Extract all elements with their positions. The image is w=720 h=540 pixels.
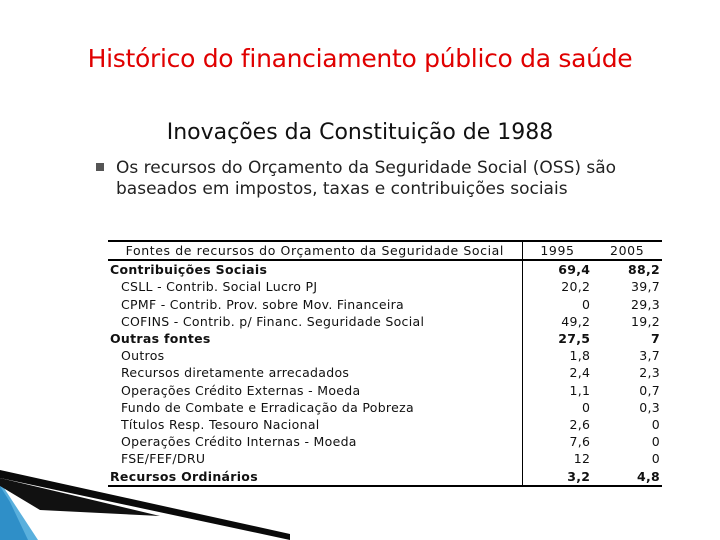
value-1995: 49,2 — [522, 313, 592, 330]
value-1995: 69,4 — [522, 260, 592, 278]
value-2005: 0,3 — [639, 399, 660, 415]
row-label: Fundo de Combate e Erradicação da Pobreza — [121, 399, 414, 415]
value-2005: 88,2 — [627, 262, 660, 278]
table-row — [108, 382, 662, 399]
row-label: CSLL - Contrib. Social Lucro PJ — [121, 279, 318, 295]
row-label: Operações Crédito Internas - Moeda — [121, 434, 357, 450]
value-1995: 27,5 — [522, 330, 592, 347]
row-label: Operações Crédito Externas - Moeda — [121, 382, 361, 398]
table-row — [108, 278, 662, 295]
value-2005: 3,7 — [639, 348, 660, 364]
value-1995: 20,2 — [522, 278, 592, 295]
value-2005: 29,3 — [630, 296, 660, 312]
value-2005: 4,8 — [592, 467, 662, 485]
table-row — [108, 313, 662, 330]
table-row — [108, 399, 662, 416]
value-1995: 2,4 — [522, 364, 592, 381]
value-1995: 7,6 — [522, 433, 592, 450]
header-1995: 1995 — [522, 241, 592, 260]
value-1995: 1,8 — [522, 347, 592, 364]
value-2005: 0 — [651, 451, 660, 467]
row-label: Recursos diretamente arrecadados — [121, 365, 350, 381]
table-row — [108, 330, 662, 347]
value-1995: 2,6 — [522, 416, 592, 433]
table-row — [108, 260, 662, 278]
value-1995: 1,1 — [522, 382, 592, 399]
table-row — [108, 347, 662, 364]
row-label: Recursos Ordinários — [108, 467, 522, 485]
table-header-row — [108, 241, 662, 260]
row-label: CPMF - Contrib. Prov. sobre Mov. Financeira — [121, 296, 405, 312]
row-label: Outras fontes — [110, 331, 211, 347]
value-2005: 7 — [651, 331, 660, 347]
table-row — [108, 296, 662, 313]
row-label: FSE/FEF/DRU — [121, 451, 206, 467]
row-label: Títulos Resp. Tesouro Nacional — [121, 416, 320, 432]
value-2005: 19,2 — [630, 313, 660, 329]
square-bullet-icon — [96, 163, 104, 171]
value-2005: 39,7 — [630, 279, 660, 295]
value-2005: 0,7 — [639, 382, 660, 398]
swoosh-dark-lower — [0, 478, 160, 516]
slide-title: Histórico do financiamento público da saúde — [87, 44, 633, 73]
decorative-swoosh — [0, 430, 290, 540]
value-2005: 0 — [651, 434, 660, 450]
value-1995: 0 — [522, 296, 592, 313]
row-label: Contribuições Sociais — [110, 262, 268, 278]
value-1995: 0 — [522, 399, 592, 416]
row-label: COFINS - Contrib. p/ Financ. Seguridade Social — [121, 313, 425, 329]
table-row — [108, 364, 662, 381]
value-2005: 0 — [651, 416, 660, 432]
bullet-item — [116, 158, 696, 200]
header-source: Fontes de recursos do Orçamento da Seguridade Social — [108, 241, 522, 260]
value-1995: 12 — [522, 450, 592, 467]
header-2005: 2005 — [592, 241, 662, 260]
value-1995: 3,2 — [522, 467, 592, 485]
value-2005: 2,3 — [639, 365, 660, 381]
slide-subtitle: Inovações da Constituição de 1988 — [166, 120, 554, 145]
bullet-text: Os recursos do Orçamento da Seguridade Social (OSS) são baseados em impostos, taxas e contribuições sociais — [116, 158, 617, 199]
row-label: Outros — [121, 348, 165, 364]
